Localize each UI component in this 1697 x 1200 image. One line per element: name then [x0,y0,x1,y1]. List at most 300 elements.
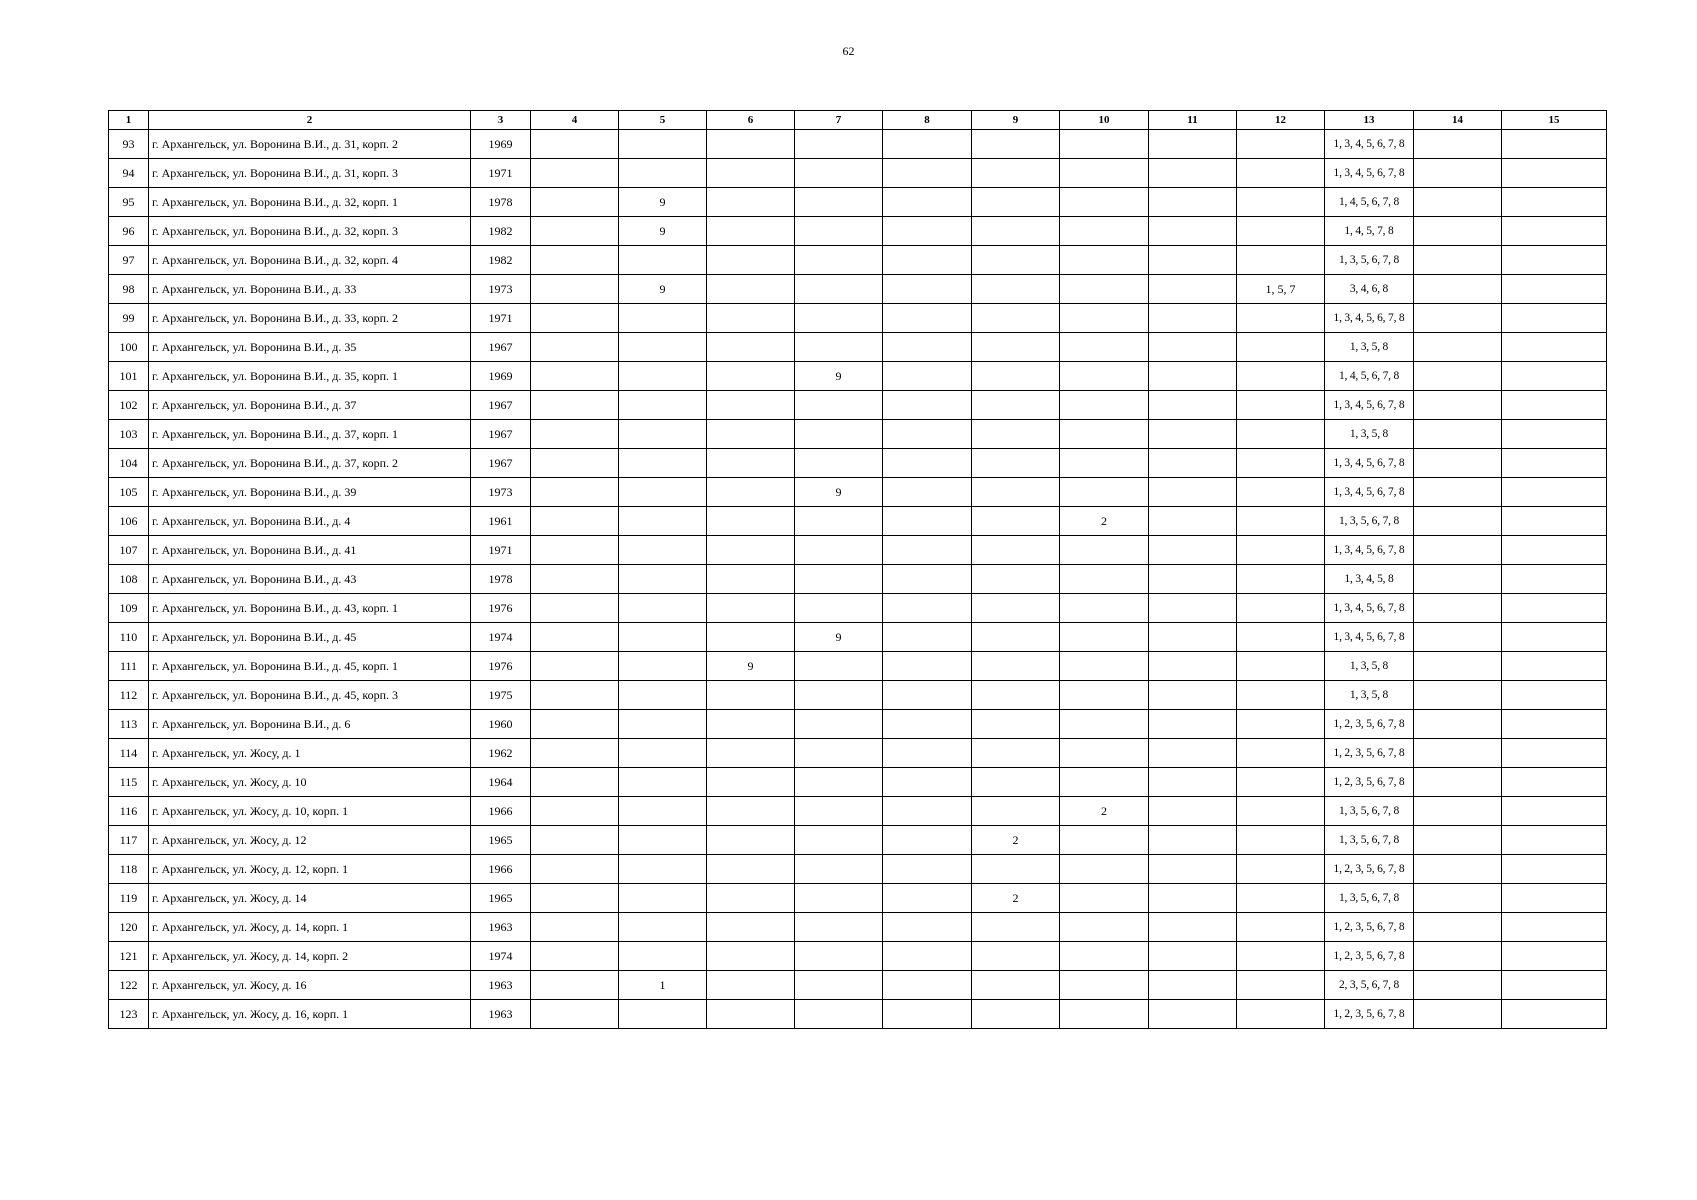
table-cell-col-5 [619,159,707,188]
table-cell-col-5 [619,304,707,333]
table-cell-col-7 [795,536,883,565]
table-cell-col-5 [619,652,707,681]
table-cell-col-12 [1237,449,1325,478]
table-cell-col-15 [1502,855,1607,884]
table-cell-col-12 [1237,333,1325,362]
table-cell-col-9 [972,652,1060,681]
table-cell-col-9 [972,623,1060,652]
table-cell-col-9 [972,942,1060,971]
table-cell-col-4 [531,826,619,855]
table-cell-col-6 [707,246,795,275]
table-cell-col-9 [972,275,1060,304]
table-cell-col-2: г. Архангельск, ул. Воронина В.И., д. 43, корп. 1 [149,594,471,623]
table-cell-col-10 [1060,217,1149,246]
table-cell-col-13: 1, 2, 3, 5, 6, 7, 8 [1325,768,1414,797]
table-cell-col-1: 116 [109,797,149,826]
table-cell-col-15 [1502,362,1607,391]
table-cell-col-13: 1, 3, 4, 5, 6, 7, 8 [1325,449,1414,478]
table-cell-col-13: 1, 3, 5, 6, 7, 8 [1325,246,1414,275]
table-cell-col-15 [1502,536,1607,565]
table-cell-col-6 [707,449,795,478]
table-cell-col-11 [1149,565,1237,594]
table-cell-col-4 [531,362,619,391]
table-cell-col-2: г. Архангельск, ул. Воронина В.И., д. 32, корп. 4 [149,246,471,275]
table-cell-col-6 [707,130,795,159]
table-cell-col-5 [619,623,707,652]
table-cell-col-1: 95 [109,188,149,217]
table-cell-col-5 [619,130,707,159]
table-cell-col-5 [619,1000,707,1029]
table-cell-col-5 [619,565,707,594]
table-cell-col-2: г. Архангельск, ул. Жосу, д. 10, корп. 1 [149,797,471,826]
table-cell-col-14 [1414,507,1502,536]
table-cell-col-15 [1502,188,1607,217]
table-row [109,420,1607,449]
table-cell-col-15 [1502,942,1607,971]
table-cell-col-10 [1060,971,1149,1000]
table-cell-col-14 [1414,188,1502,217]
table-cell-col-4 [531,391,619,420]
table-cell-col-14 [1414,130,1502,159]
table-row [109,130,1607,159]
table-cell-col-3: 1971 [471,536,531,565]
table-cell-col-10 [1060,913,1149,942]
table-row [109,826,1607,855]
table-cell-col-5 [619,536,707,565]
table-cell-col-8 [883,246,972,275]
table-cell-col-9 [972,333,1060,362]
table-row [109,507,1607,536]
table-cell-col-10 [1060,681,1149,710]
table-cell-col-2: г. Архангельск, ул. Жосу, д. 16, корп. 1 [149,1000,471,1029]
table-cell-col-4 [531,913,619,942]
table-cell-col-10 [1060,710,1149,739]
table-cell-col-13: 1, 3, 5, 8 [1325,681,1414,710]
table-cell-col-10 [1060,130,1149,159]
table-cell-col-11 [1149,217,1237,246]
table-cell-col-4 [531,739,619,768]
table-cell-col-12 [1237,478,1325,507]
table-cell-col-3: 1971 [471,159,531,188]
table-cell-col-14 [1414,420,1502,449]
table-cell-col-5 [619,739,707,768]
table-cell-col-1: 103 [109,420,149,449]
table-cell-col-2: г. Архангельск, ул. Воронина В.И., д. 35 [149,333,471,362]
table-cell-col-9 [972,536,1060,565]
table-cell-col-9 [972,710,1060,739]
table-cell-col-6 [707,768,795,797]
table-cell-col-1: 96 [109,217,149,246]
column-header-8: 8 [883,111,972,130]
table-cell-col-1: 99 [109,304,149,333]
table-cell-col-11 [1149,1000,1237,1029]
table-cell-col-3: 1964 [471,768,531,797]
table-cell-col-9 [972,391,1060,420]
table-cell-col-9 [972,594,1060,623]
table-cell-col-11 [1149,391,1237,420]
table-cell-col-2: г. Архангельск, ул. Жосу, д. 14, корп. 1 [149,913,471,942]
table-cell-col-10 [1060,855,1149,884]
table-cell-col-3: 1973 [471,275,531,304]
table-cell-col-8 [883,217,972,246]
table-cell-col-10: 2 [1060,797,1149,826]
table-row [109,768,1607,797]
table-cell-col-12 [1237,971,1325,1000]
table-cell-col-8 [883,449,972,478]
table-cell-col-6 [707,913,795,942]
table-cell-col-1: 120 [109,913,149,942]
table-cell-col-7 [795,391,883,420]
table-cell-col-7 [795,275,883,304]
table-cell-col-14 [1414,710,1502,739]
table-cell-col-14 [1414,942,1502,971]
table-cell-col-11 [1149,246,1237,275]
table-cell-col-13: 1, 3, 4, 5, 8 [1325,565,1414,594]
table-cell-col-9 [972,971,1060,1000]
table-cell-col-5: 9 [619,188,707,217]
table-cell-col-15 [1502,826,1607,855]
table-cell-col-10 [1060,246,1149,275]
table-cell-col-6 [707,971,795,1000]
table-cell-col-6 [707,826,795,855]
table-cell-col-9: 2 [972,884,1060,913]
table-cell-col-11 [1149,913,1237,942]
table-cell-col-14 [1414,681,1502,710]
table-cell-col-14 [1414,159,1502,188]
table-cell-col-9 [972,913,1060,942]
table-cell-col-11 [1149,623,1237,652]
table-cell-col-1: 107 [109,536,149,565]
table-cell-col-15 [1502,652,1607,681]
table-cell-col-15 [1502,507,1607,536]
column-header-14: 14 [1414,111,1502,130]
table-cell-col-15 [1502,304,1607,333]
table-cell-col-11 [1149,739,1237,768]
table-cell-col-7 [795,1000,883,1029]
column-header-7: 7 [795,111,883,130]
table-cell-col-3: 1963 [471,1000,531,1029]
table-cell-col-7 [795,855,883,884]
table-cell-col-6 [707,623,795,652]
table-cell-col-6 [707,275,795,304]
table-row [109,275,1607,304]
table-cell-col-13: 1, 3, 5, 6, 7, 8 [1325,884,1414,913]
table-cell-col-2: г. Архангельск, ул. Воронина В.И., д. 6 [149,710,471,739]
table-cell-col-9 [972,1000,1060,1029]
table-cell-col-15 [1502,797,1607,826]
table-cell-col-11 [1149,594,1237,623]
table-cell-col-7 [795,333,883,362]
table-cell-col-2: г. Архангельск, ул. Воронина В.И., д. 32, корп. 3 [149,217,471,246]
table-cell-col-2: г. Архангельск, ул. Воронина В.И., д. 45, корп. 1 [149,652,471,681]
table-cell-col-3: 1969 [471,130,531,159]
table-cell-col-9 [972,130,1060,159]
table-cell-col-11 [1149,420,1237,449]
table-cell-col-6 [707,333,795,362]
table-cell-col-10 [1060,942,1149,971]
table-cell-col-1: 121 [109,942,149,971]
table-cell-col-12 [1237,304,1325,333]
table-cell-col-4 [531,188,619,217]
table-cell-col-10 [1060,594,1149,623]
table-cell-col-3: 1978 [471,565,531,594]
table-cell-col-12 [1237,739,1325,768]
table-cell-col-7 [795,217,883,246]
table-cell-col-6 [707,884,795,913]
table-cell-col-14 [1414,333,1502,362]
table-cell-col-6 [707,420,795,449]
table-cell-col-13: 1, 3, 5, 8 [1325,652,1414,681]
table-cell-col-11 [1149,826,1237,855]
table-cell-col-3: 1982 [471,246,531,275]
table-cell-col-1: 105 [109,478,149,507]
table-cell-col-1: 119 [109,884,149,913]
table-cell-col-12 [1237,159,1325,188]
table-cell-col-14 [1414,652,1502,681]
table-cell-col-11 [1149,159,1237,188]
table-cell-col-10 [1060,304,1149,333]
table-cell-col-12 [1237,652,1325,681]
table-cell-col-7 [795,826,883,855]
table-cell-col-14 [1414,304,1502,333]
table-cell-col-10 [1060,478,1149,507]
table-cell-col-2: г. Архангельск, ул. Воронина В.И., д. 31, корп. 2 [149,130,471,159]
table-cell-col-6 [707,594,795,623]
table-cell-col-5 [619,884,707,913]
table-cell-col-2: г. Архангельск, ул. Жосу, д. 14 [149,884,471,913]
table-cell-col-3: 1974 [471,623,531,652]
table-cell-col-6 [707,942,795,971]
table-cell-col-2: г. Архангельск, ул. Жосу, д. 1 [149,739,471,768]
table-cell-col-10 [1060,536,1149,565]
table-cell-col-3: 1975 [471,681,531,710]
table-cell-col-1: 109 [109,594,149,623]
column-header-11: 11 [1149,111,1237,130]
table-cell-col-4 [531,130,619,159]
table-cell-col-10 [1060,420,1149,449]
table-cell-col-5 [619,768,707,797]
table-cell-col-13: 1, 3, 4, 5, 6, 7, 8 [1325,594,1414,623]
table-cell-col-5 [619,913,707,942]
table-cell-col-15 [1502,449,1607,478]
table-cell-col-12 [1237,797,1325,826]
table-cell-col-14 [1414,565,1502,594]
table-cell-col-14 [1414,971,1502,1000]
table-cell-col-3: 1963 [471,971,531,1000]
table-cell-col-14 [1414,739,1502,768]
table-cell-col-5 [619,710,707,739]
table-cell-col-4 [531,304,619,333]
table-cell-col-7 [795,884,883,913]
column-header-1: 1 [109,111,149,130]
table-row [109,188,1607,217]
table-cell-col-8 [883,652,972,681]
table-cell-col-13: 1, 4, 5, 7, 8 [1325,217,1414,246]
table-cell-col-3: 1967 [471,391,531,420]
table-cell-col-8 [883,681,972,710]
table-cell-col-5 [619,594,707,623]
table-cell-col-9 [972,478,1060,507]
table-cell-col-9 [972,420,1060,449]
table-cell-col-13: 1, 2, 3, 5, 6, 7, 8 [1325,942,1414,971]
table-cell-col-4 [531,536,619,565]
table-cell-col-12 [1237,246,1325,275]
table-cell-col-9 [972,681,1060,710]
table-cell-col-8 [883,275,972,304]
table-cell-col-13: 1, 2, 3, 5, 6, 7, 8 [1325,710,1414,739]
table-cell-col-12 [1237,362,1325,391]
column-header-6: 6 [707,111,795,130]
table-cell-col-7 [795,652,883,681]
table-cell-col-1: 117 [109,826,149,855]
table-cell-col-9 [972,855,1060,884]
table-cell-col-9 [972,768,1060,797]
table-cell-col-11 [1149,130,1237,159]
table-row [109,971,1607,1000]
table-cell-col-11 [1149,855,1237,884]
table-cell-col-9 [972,217,1060,246]
table-cell-col-12 [1237,130,1325,159]
table-cell-col-11 [1149,275,1237,304]
table-cell-col-13: 1, 3, 5, 8 [1325,333,1414,362]
table-cell-col-3: 1976 [471,594,531,623]
table-row [109,797,1607,826]
table-cell-col-12 [1237,681,1325,710]
table-cell-col-8 [883,507,972,536]
table-cell-col-3: 1978 [471,188,531,217]
table-cell-col-9 [972,565,1060,594]
table-cell-col-9 [972,246,1060,275]
table-cell-col-5: 9 [619,217,707,246]
table-cell-col-3: 1973 [471,478,531,507]
table-cell-col-3: 1965 [471,826,531,855]
table-cell-col-10 [1060,333,1149,362]
table-cell-col-10 [1060,826,1149,855]
table-cell-col-7 [795,449,883,478]
table-cell-col-12 [1237,420,1325,449]
table-cell-col-3: 1971 [471,304,531,333]
table-cell-col-9 [972,739,1060,768]
table-cell-col-6 [707,536,795,565]
table-cell-col-1: 123 [109,1000,149,1029]
table-cell-col-6 [707,681,795,710]
table-cell-col-6 [707,797,795,826]
table-cell-col-1: 97 [109,246,149,275]
table-cell-col-4 [531,942,619,971]
table-cell-col-14 [1414,246,1502,275]
table-cell-col-11 [1149,188,1237,217]
table-cell-col-8 [883,739,972,768]
table-row [109,623,1607,652]
table-cell-col-14 [1414,768,1502,797]
table-cell-col-8 [883,1000,972,1029]
housing-register-table [108,110,1607,1029]
table-row [109,362,1607,391]
page-number: 62 [842,44,855,58]
table-cell-col-4 [531,768,619,797]
table-cell-col-3: 1962 [471,739,531,768]
table-cell-col-13: 1, 4, 5, 6, 7, 8 [1325,188,1414,217]
table-cell-col-5 [619,246,707,275]
table-cell-col-10 [1060,768,1149,797]
table-cell-col-15 [1502,333,1607,362]
table-cell-col-10 [1060,1000,1149,1029]
table-row [109,217,1607,246]
table-cell-col-8 [883,565,972,594]
table-cell-col-15 [1502,565,1607,594]
table-cell-col-8 [883,710,972,739]
table-cell-col-8 [883,420,972,449]
table-cell-col-5 [619,681,707,710]
table-header-row [109,111,1607,130]
table-cell-col-8 [883,855,972,884]
table-cell-col-10 [1060,362,1149,391]
table-cell-col-4 [531,565,619,594]
table-cell-col-6 [707,565,795,594]
table-cell-col-6 [707,739,795,768]
table-row [109,652,1607,681]
table-row [109,246,1607,275]
table-cell-col-2: г. Архангельск, ул. Воронина В.И., д. 39 [149,478,471,507]
table-row [109,884,1607,913]
table-cell-col-12 [1237,594,1325,623]
table-cell-col-15 [1502,623,1607,652]
column-header-5: 5 [619,111,707,130]
table-cell-col-5 [619,797,707,826]
table-cell-col-14 [1414,536,1502,565]
table-cell-col-3: 1967 [471,449,531,478]
table-cell-col-14 [1414,275,1502,304]
table-cell-col-12 [1237,623,1325,652]
table-cell-col-6 [707,710,795,739]
table-cell-col-12 [1237,217,1325,246]
table-cell-col-8 [883,942,972,971]
table-cell-col-7 [795,565,883,594]
table-cell-col-3: 1963 [471,913,531,942]
table-cell-col-4 [531,594,619,623]
table-cell-col-8 [883,768,972,797]
table-cell-col-7 [795,420,883,449]
table-cell-col-2: г. Архангельск, ул. Воронина В.И., д. 45 [149,623,471,652]
table-cell-col-4 [531,478,619,507]
table-cell-col-10 [1060,275,1149,304]
table-cell-col-1: 98 [109,275,149,304]
table-cell-col-2: г. Архангельск, ул. Воронина В.И., д. 33, корп. 2 [149,304,471,333]
table-cell-col-4 [531,159,619,188]
table-cell-col-6 [707,855,795,884]
table-cell-col-12 [1237,1000,1325,1029]
table-cell-col-6 [707,1000,795,1029]
table-cell-col-1: 104 [109,449,149,478]
table-cell-col-5: 9 [619,275,707,304]
table-cell-col-11 [1149,971,1237,1000]
table-cell-col-14 [1414,217,1502,246]
table-cell-col-14 [1414,884,1502,913]
table-cell-col-14 [1414,913,1502,942]
column-header-13: 13 [1325,111,1414,130]
table-cell-col-1: 94 [109,159,149,188]
table-cell-col-3: 1960 [471,710,531,739]
table-cell-col-11 [1149,536,1237,565]
table-cell-col-8 [883,188,972,217]
table-cell-col-11 [1149,362,1237,391]
table-cell-col-13: 1, 4, 5, 6, 7, 8 [1325,362,1414,391]
table-cell-col-2: г. Архангельск, ул. Жосу, д. 12 [149,826,471,855]
table-cell-col-2: г. Архангельск, ул. Воронина В.И., д. 37, корп. 2 [149,449,471,478]
table-cell-col-12 [1237,884,1325,913]
table-cell-col-7: 9 [795,362,883,391]
table-cell-col-15 [1502,478,1607,507]
